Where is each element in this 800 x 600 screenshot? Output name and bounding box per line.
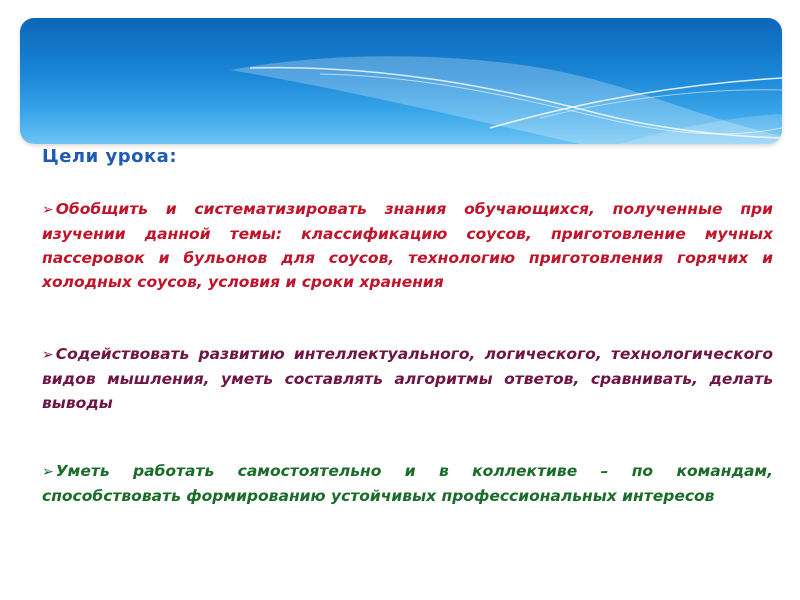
goal-item-teamwork (42, 459, 773, 508)
header-banner (20, 18, 782, 144)
goal-text: Обобщить и систематизировать знания обучающихся, полученные при изучении данной темы: классификацию соусов, приготовление мучных пассеровок и бульонов для соусов, технологию приготовления горячих и холодных соусов, условия и сроки хранения (42, 200, 773, 291)
goal-text: Уметь работать самостоятельно и в коллективе – по командам, способствовать формированию устойчивых профессиональных интересов (42, 462, 773, 505)
goal-text: Содействовать развитию интеллектуального, логического, технологического видов мышления, уметь составлять алгоритмы ответов, сравнивать, делать выводы (42, 345, 773, 412)
wave-decoration (20, 18, 782, 144)
goal-item-generalize (42, 197, 773, 294)
arrow-bullet-icon: ➢ (42, 202, 54, 218)
slide-title: Цели урока: (42, 146, 178, 167)
arrow-bullet-icon: ➢ (42, 347, 54, 363)
goal-item-develop-thinking (42, 342, 773, 415)
arrow-bullet-icon: ➢ (42, 464, 54, 480)
